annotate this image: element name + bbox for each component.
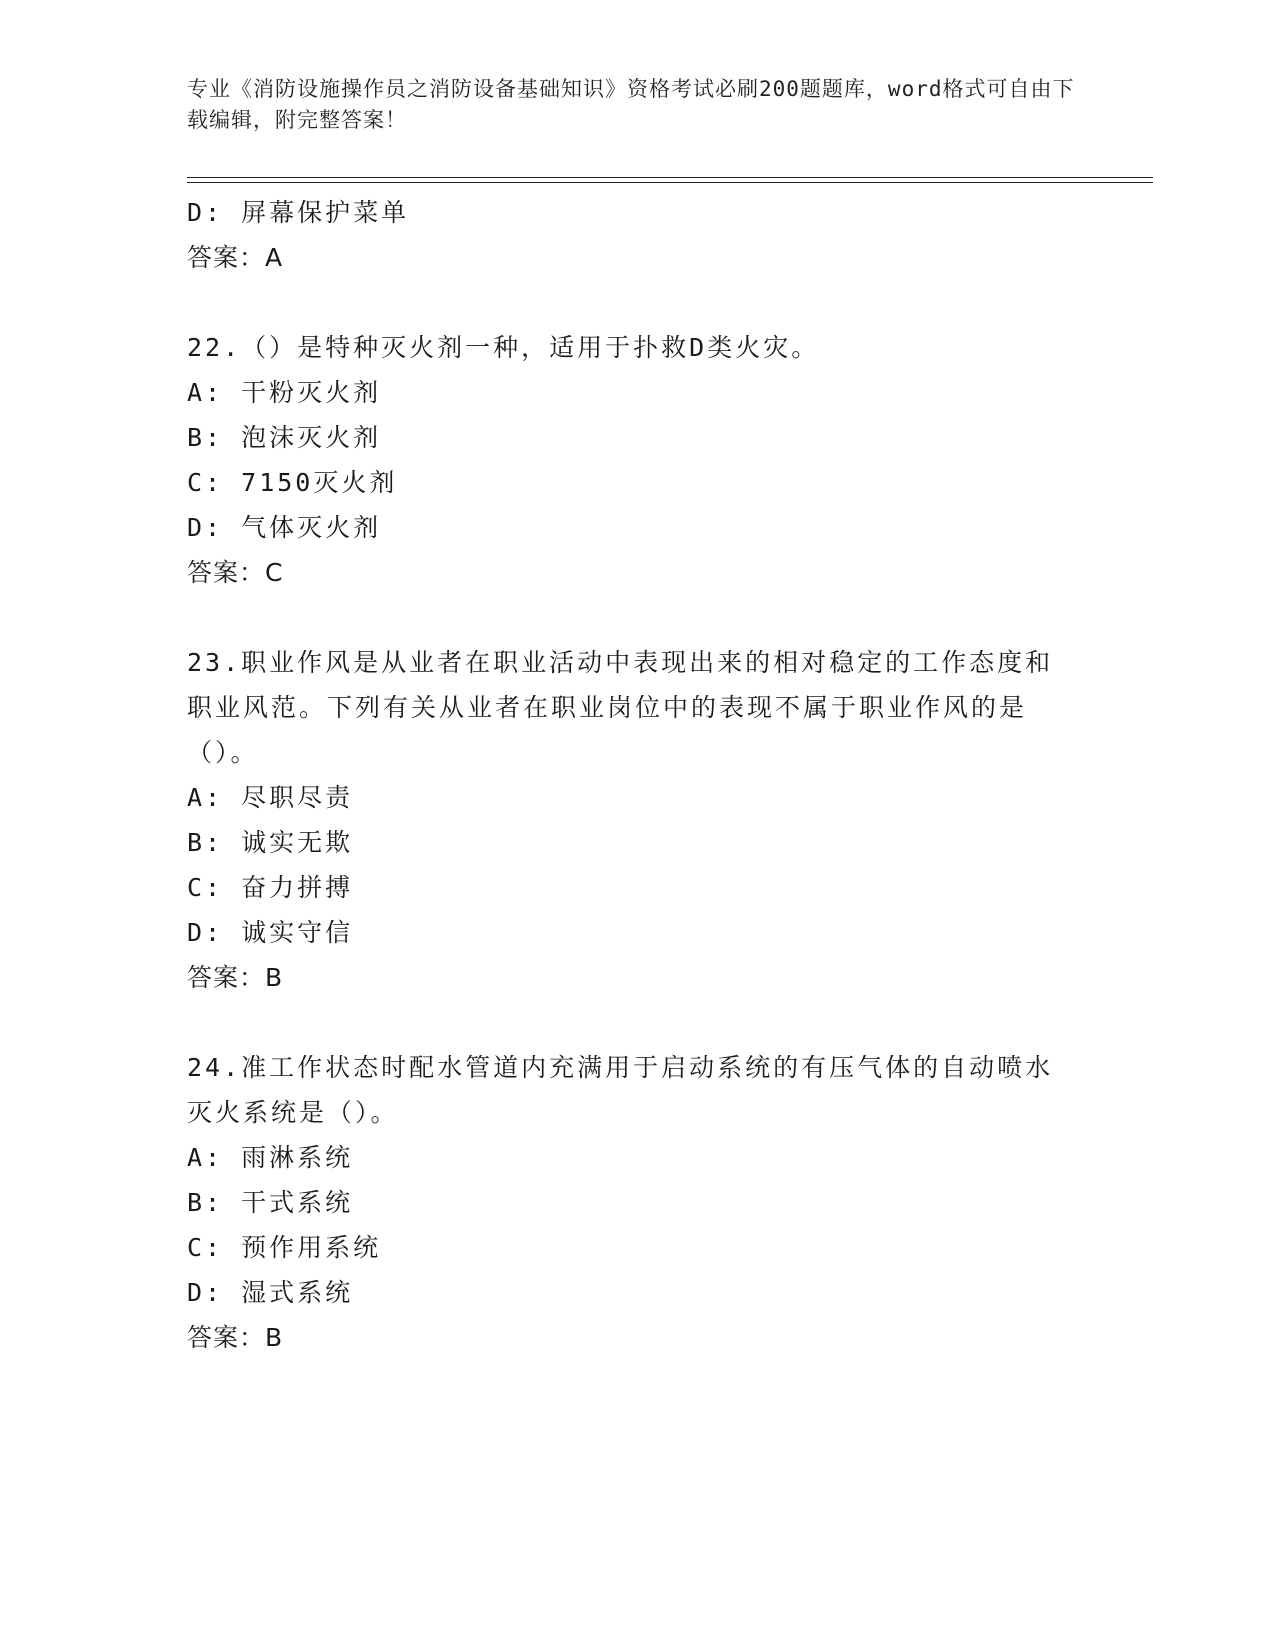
option-a: A: 干粉灭火剂 (187, 378, 382, 407)
prev-answer: 答案：A (187, 243, 284, 272)
header-divider-bottom (187, 182, 1153, 183)
option-b: B: 诚实无欺 (187, 828, 354, 857)
option-a: A: 雨淋系统 (187, 1143, 354, 1172)
question-list (187, 190, 1087, 1360)
option-b: B: 干式系统 (187, 1188, 354, 1217)
spacer (187, 1000, 1087, 1045)
option-c: C: 7150灭火剂 (187, 468, 398, 497)
question-stem: 23.职业作风是从业者在职业活动中表现出来的相对稳定的工作态度和职业风范。下列有关从业者在职业岗位中的表现不属于职业作风的是（）。 (187, 648, 1054, 767)
spacer (187, 280, 1087, 325)
question-23 (187, 640, 1087, 1000)
answer: 答案：C (187, 558, 284, 587)
option-d: D: 湿式系统 (187, 1278, 354, 1307)
spacer (187, 595, 1087, 640)
question-stem: 22.（）是特种灭火剂一种，适用于扑救D类火灾。 (187, 333, 820, 362)
question-stem: 24.准工作状态时配水管道内充满用于启动系统的有压气体的自动喷水灭火系统是（）。 (187, 1053, 1054, 1127)
option-b: B: 泡沫灭火剂 (187, 423, 382, 452)
option-c: C: 预作用系统 (187, 1233, 382, 1262)
document-header: 专业《消防设施操作员之消防设备基础知识》资格考试必刷200题题库，word格式可自由下载编辑，附完整答案！ (187, 77, 1075, 132)
answer: 答案：B (187, 1323, 284, 1352)
option-c: C: 奋力拼搏 (187, 873, 354, 902)
header-divider-top (187, 177, 1153, 178)
option-d: D: 气体灭火剂 (187, 513, 382, 542)
question-22 (187, 325, 1087, 595)
prev-option-d: D: 屏幕保护菜单 (187, 198, 410, 227)
answer: 答案：B (187, 963, 284, 992)
question-24 (187, 1045, 1087, 1360)
option-d: D: 诚实守信 (187, 918, 354, 947)
option-a: A: 尽职尽责 (187, 783, 354, 812)
